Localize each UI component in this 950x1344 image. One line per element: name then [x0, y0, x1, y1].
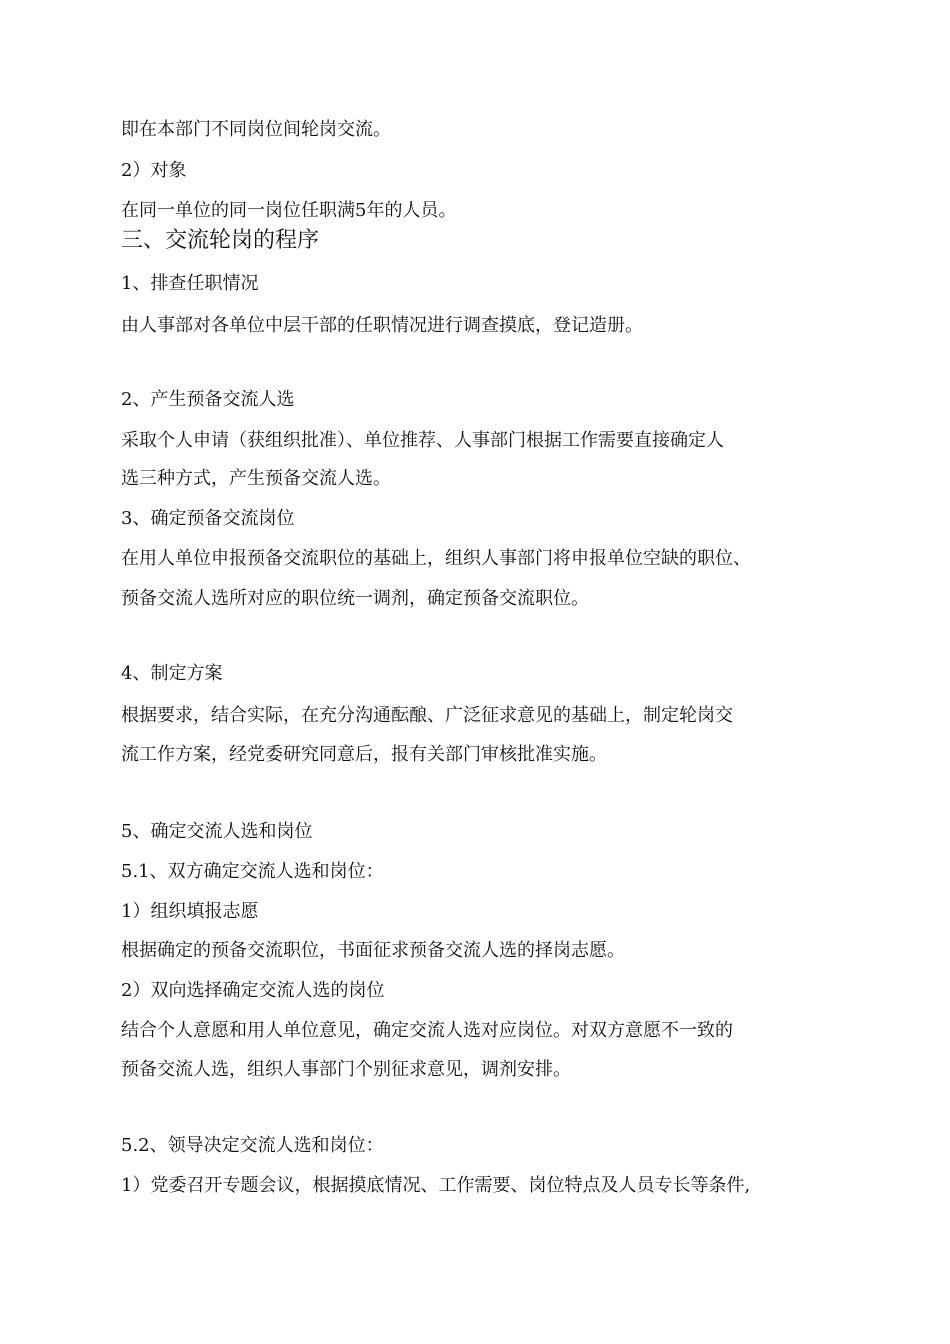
- body-text-line: 即在本部门不同岗位间轮岗交流。: [121, 119, 391, 140]
- body-text-line: 选三种方式，产生预备交流人选。: [121, 468, 391, 489]
- body-text-line: 预备交流人选，组织人事部门个别征求意见，调剂安排。: [121, 1059, 571, 1080]
- step-heading: 1、排查任职情况: [121, 273, 259, 294]
- step-heading: 2、产生预备交流人选: [121, 389, 295, 410]
- body-text-line: 预备交流人选所对应的职位统一调剂，确定预备交流职位。: [121, 588, 589, 609]
- body-text-line: 流工作方案，经党委研究同意后，报有关部门审核批准实施。: [121, 744, 607, 765]
- body-text-line: 由人事部对各单位中层干部的任职情况进行调查摸底，登记造册。: [121, 315, 643, 336]
- body-text-line: 在同一单位的同一岗位任职满5年的人员。: [121, 200, 457, 221]
- list-item-label: 2）对象: [121, 160, 187, 181]
- body-text-line: 根据要求，结合实际，在充分沟通酝酿、广泛征求意见的基础上，制定轮岗交: [121, 705, 733, 726]
- step-heading: 5、确定交流人选和岗位: [121, 821, 313, 842]
- step-heading: 3、确定预备交流岗位: [121, 508, 295, 529]
- list-item-label: 1）组织填报志愿: [121, 901, 259, 922]
- body-text-line: 根据确定的预备交流职位，书面征求预备交流人选的择岗志愿。: [121, 940, 625, 961]
- list-item-label: 2）双向选择确定交流人选的岗位: [121, 980, 385, 1001]
- step-heading: 4、制定方案: [121, 663, 223, 684]
- body-text-line: 采取个人申请（获组织批准）、单位推荐、人事部门根据工作需要直接确定人: [121, 430, 724, 451]
- sub-step-heading: 5.2、领导决定交流人选和岗位：: [121, 1135, 384, 1156]
- body-text-line: 1）党委召开专题会议，根据摸底情况、工作需要、岗位特点及人员专长等条件,: [121, 1175, 751, 1196]
- sub-step-heading: 5.1、双方确定交流人选和岗位：: [121, 861, 384, 882]
- body-text-line: 结合个人意愿和用人单位意见，确定交流人选对应岗位。对双方意愿不一致的: [121, 1020, 733, 1041]
- section-heading: 三、交流轮岗的程序: [121, 228, 320, 253]
- body-text-line: 在用人单位申报预备交流职位的基础上，组织人事部门将申报单位空缺的职位、: [121, 548, 751, 569]
